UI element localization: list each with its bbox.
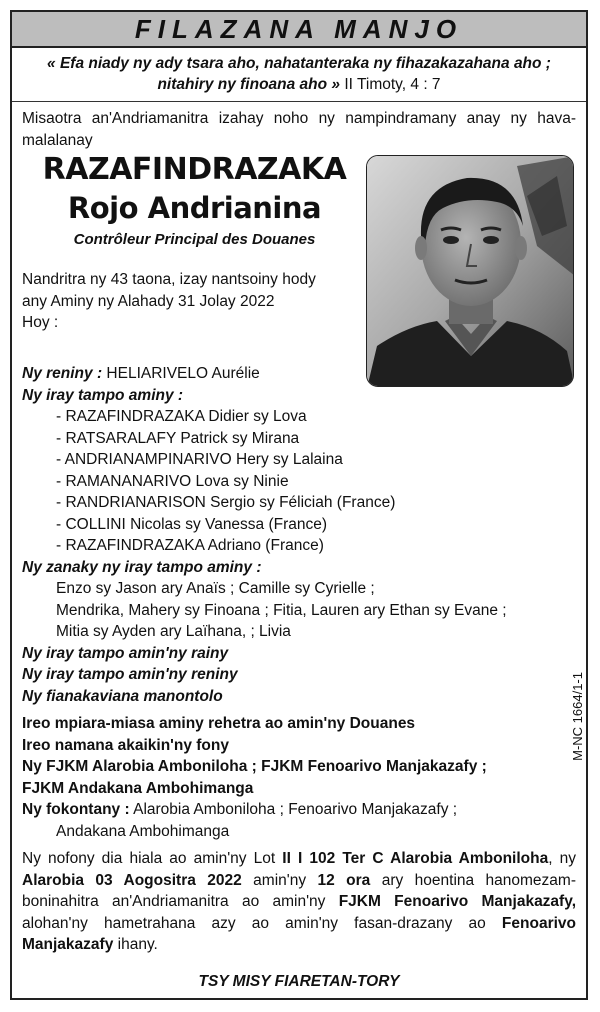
quote-text: « Efa niady ny ady tsara aho, nahatanteraka ny fihazakazahana aho ; nitahiry ny finoana aho » [47, 55, 551, 93]
list-item: - RANDRIANARISON Sergio sy Féliciah (France) [56, 494, 396, 511]
associates-friends: Ireo namana akaikin'ny fony [22, 736, 229, 754]
funeral-text-3: amin'ny [241, 871, 318, 889]
nephews-list [22, 578, 576, 643]
fokontany-list: Alarobia Amboniloha ; Fenoarivo Manjakazafy ; [133, 801, 458, 818]
list-item: - RAZAFINDRAZAKA Adriano (France) [56, 537, 324, 554]
reference-code [568, 672, 588, 782]
list-item: - RAMANANARIVO Lova sy Ninie [56, 472, 289, 490]
list-item: Mitia sy Ayden ary Laïhana, ; Livia [56, 623, 291, 640]
bible-quote [12, 48, 586, 102]
siblings-label: Ny iray tampo aminy : [22, 386, 184, 404]
deceased-position: Contrôleur Principal des Douanes [73, 231, 316, 248]
death-line-1: Nandritra ny 43 taona, izay nantsoiny hody [22, 271, 316, 288]
reference-code-text: M-NC 1664/1-1 [570, 672, 585, 761]
list-item: Enzo sy Jason ary Anaïs ; Camille sy Cyrielle ; [56, 580, 375, 597]
deceased-photo [366, 155, 574, 387]
notice-body [12, 102, 586, 993]
fokontany-line [22, 799, 576, 821]
relatives-mother-side: Ny iray tampo amin'ny reniny [22, 666, 238, 683]
relatives-whole-family: Ny fianakaviana manontolo [22, 687, 223, 705]
funeral-hour: 12 ora [317, 871, 371, 889]
mother-label: Ny reniny : [22, 365, 103, 382]
mother-name: HELIARIVELO Aurélie [106, 365, 260, 382]
list-item: - RATSARALAFY Patrick sy Mirana [56, 429, 300, 447]
deceased-surname: RAZAFINDRAZAKA [42, 152, 347, 187]
notice-header: FILAZANA MANJO [12, 12, 586, 48]
associates-colleagues: Ireo mpiara-miasa aminy rehetra ao amin'ny Douanes [22, 715, 416, 732]
death-line-2: any Aminy ny Alahady 31 Jolay 2022 [22, 292, 275, 310]
intro-text: Misaotra an'Andriamanitra izahay noho ny nampindramany anay ny hava-malalanay [22, 110, 576, 149]
associates-church-andakana: FJKM Andakana Ambohimanga [22, 779, 254, 797]
fokontany-label: Ny fokontany : [22, 801, 130, 818]
funeral-address: II I 102 Ter C Alarobia Amboniloha [282, 850, 549, 867]
deceased-given-names: Rojo Andrianina [67, 191, 322, 225]
funeral-burial-place: Fenoarivo Manjakazafy [22, 914, 576, 953]
nephews-label: Ny zanaky ny iray tampo aminy : [22, 558, 262, 576]
death-line-3: Hoy : [22, 314, 59, 331]
closing-note: TSY MISY FIARETAN-TORY [198, 973, 400, 990]
funeral-text-2: , ny [548, 850, 577, 867]
funeral-text-5: alohan'ny hametrahana azy ao amin'ny fasan-drazany ao [22, 914, 502, 932]
deceased-section [22, 151, 576, 371]
associates-churches: Ny FJKM Alarobia Amboniloha ; FJKM Fenoarivo Manjakazafy ; [22, 758, 487, 775]
funeral-text-1: Ny nofony dia hiala ao amin'ny Lot [22, 850, 283, 867]
death-details [22, 269, 367, 334]
deceased-names [22, 151, 367, 251]
funeral-text-6: ihany. [113, 936, 158, 953]
quote-reference: II Timoty, 4 : 7 [344, 76, 441, 93]
funeral-text-4: ary hoentina hanomezam-boninahitra an'Andriamanitra ao amin'ny [22, 871, 577, 910]
list-item: - RAZAFINDRAZAKA Didier sy Lova [56, 408, 307, 425]
portrait-image [367, 156, 574, 387]
list-item: Mendrika, Mahery sy Finoana ; Fitia, Lauren ary Ethan sy Evane ; [56, 601, 507, 619]
funeral-details [22, 848, 576, 956]
relatives-father-side: Ny iray tampo amin'ny rainy [22, 644, 229, 662]
fokontany-line-2: Andakana Ambohimanga [56, 822, 230, 840]
obituary-notice [10, 10, 588, 1000]
siblings-list [22, 406, 576, 557]
funeral-church: FJKM Fenoarivo Manjakazafy, [338, 893, 576, 910]
funeral-date: Alarobia 03 Aogositra 2022 [22, 871, 242, 889]
list-item: - ANDRIANAMPINARIVO Hery sy Lalaina [56, 451, 343, 468]
list-item: - COLLINI Nicolas sy Vanessa (France) [56, 515, 328, 533]
